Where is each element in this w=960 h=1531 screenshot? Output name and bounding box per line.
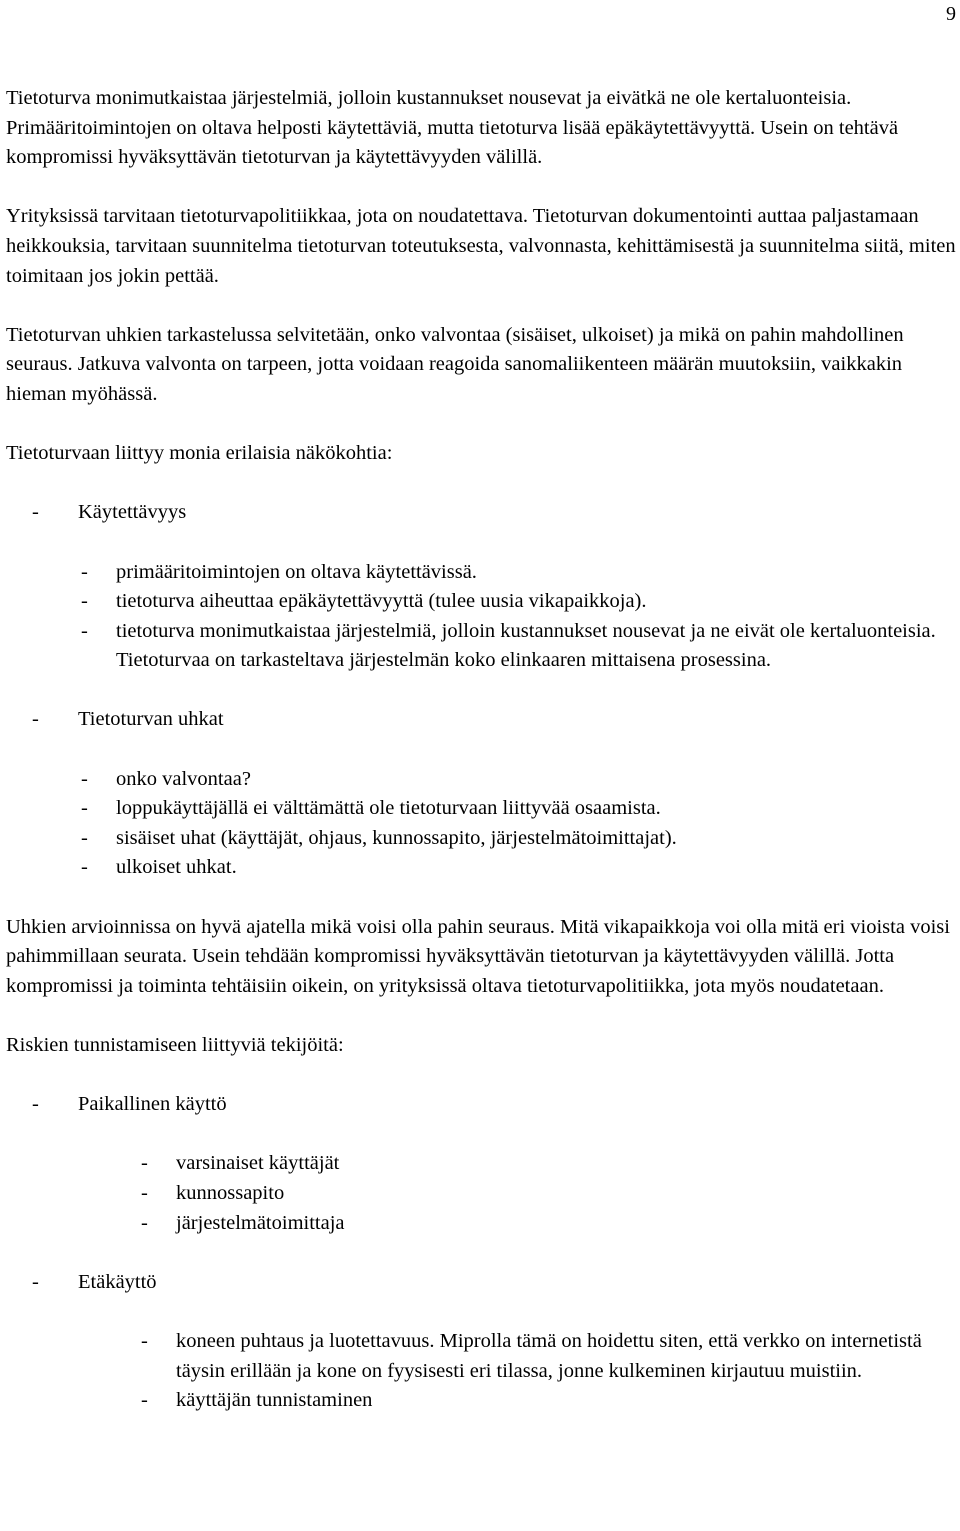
list-dash: - [32,501,39,524]
paragraph-risk-intro: Riskien tunnistamiseen liittyviä tekijöitä: [6,1034,344,1056]
list-dash: - [81,826,88,849]
list-dash: - [81,856,88,879]
risk-remote-use [6,1268,958,1298]
list-item-text: käyttäjän tunnistaminen [176,1389,373,1412]
aspect-usability [6,498,958,528]
list-dash: - [32,708,39,731]
risk-local-use [6,1090,958,1120]
aspect-threats [6,705,958,735]
paragraph-aspects-intro: Tietoturvaan liittyy monia erilaisia näkökohtia: [6,442,393,465]
list-dash: - [141,1329,148,1352]
list-item-text: sisäiset uhat (käyttäjät, ohjaus, kunnossapito, järjestelmätoimittajat). [116,826,677,849]
paragraph-threat-review: Tietoturvan uhkien tarkastelussa selvitetään, onko valvontaa (sisäiset, ulkoiset) ja mikä on pahin mahdollinen seuraus. Jatkuva valvonta on tarpeen, jotta voidaan reagoida sanomaliikenteen määrän muutoksiin, vaikkakin hieman myöhässä. [6,323,904,405]
list-dash: - [141,1152,148,1175]
list-item [6,558,958,588]
list-dash: - [81,619,88,642]
risk-local-title: Paikallinen käyttö [78,1093,227,1116]
list-item [6,1209,958,1239]
list-item [6,1327,958,1386]
list-item-text: järjestelmätoimittaja [176,1211,345,1234]
list-item [6,587,958,617]
paragraph-security-policy: Yrityksissä tarvitaan tietoturvapolitiikkaa, jota on noudatettava. Tietoturvan dokumentointi auttaa paljastamaan heikkouksia, tarvitaan suunnitelma tietoturvan toteutuksesta, valvonnasta, kehittämisestä ja suunnitelma siitä, miten toimitaan jos jokin pettää. [6,205,956,287]
paragraph-usability-cost: Tietoturva monimutkaistaa järjestelmiä, jolloin kustannukset nousevat ja eivätkä ne ole kertaluonteisia. Primääritoimintojen on oltava helposti käytettäviä, mutta tietoturva lisää epäkäytettävyyttä. Usein on tehtävä kompromissi hyväksyttävän tietoturvan ja käytettävyyden välillä. [6,87,899,169]
list-item-text: primääritoimintojen on oltava käytettävissä. [116,560,477,583]
list-item [6,617,958,676]
list-dash: - [32,1270,39,1293]
aspect-threats-title: Tietoturvan uhkat [78,708,224,731]
paragraph-threat-assessment: Uhkien arvioinnissa on hyvä ajatella mikä voisi olla pahin seuraus. Mitä vikapaikkoja voi olla mitä eri vioista voisi pahimmillaan seurata. Usein tehdään kompromissi hyväksyttävän tietoturvan ja käytettävyyden välillä. Jotta kompromissi ja toiminta tehtäisiin oikein, on yrityksissä oltava tietoturvapolitiikka, jota myös noudatetaan. [6,915,950,997]
list-item [6,853,958,883]
list-item-text: tietoturva monimutkaistaa järjestelmiä, jolloin kustannukset nousevat ja ne eivät ole kertaluonteisia. Tietoturvaa on tarkasteltava järjestelmän koko elinkaaren mittaisena prosessina. [116,619,936,672]
list-item-text: tietoturva aiheuttaa epäkäytettävyyttä (tulee uusia vikapaikkoja). [116,590,647,613]
list-item-text: koneen puhtaus ja luotettavuus. Miprolla tämä on hoidettu siten, että verkko on internetistä täysin erillään ja kone on fyysisesti eri tilassa, jonne kulkeminen kirjautuu muistiin. [176,1329,922,1382]
list-item [6,824,958,854]
risk-remote-title: Etäkäyttö [78,1270,157,1293]
list-dash: - [81,560,88,583]
list-dash: - [141,1211,148,1234]
list-item [6,1149,958,1179]
page-number: 9 [946,3,956,25]
list-dash: - [141,1181,148,1204]
list-dash: - [81,797,88,820]
list-item [6,1386,958,1416]
list-dash: - [81,767,88,790]
list-dash: - [81,590,88,613]
document-body [6,84,958,1416]
list-item-text: loppukäyttäjällä ei välttämättä ole tietoturvaan liittyvää osaamista. [116,797,661,820]
list-item-text: ulkoiset uhkat. [116,856,237,879]
list-item [6,794,958,824]
list-item-text: kunnossapito [176,1181,285,1204]
list-item-text: onko valvontaa? [116,767,251,790]
list-dash: - [141,1389,148,1412]
aspect-usability-title: Käytettävyys [78,501,187,524]
list-item [6,1179,958,1209]
list-item-text: varsinaiset käyttäjät [176,1152,340,1175]
list-item [6,765,958,795]
list-dash: - [32,1093,39,1116]
